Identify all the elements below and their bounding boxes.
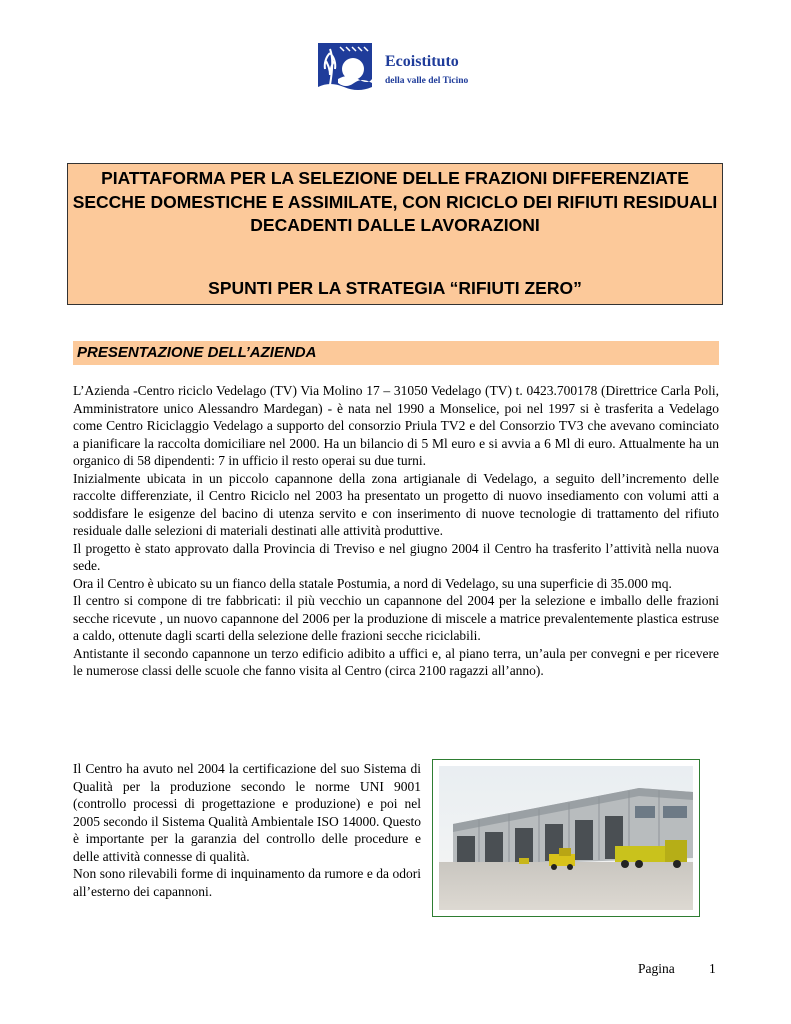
section-heading-bar: [73, 341, 719, 365]
paragraph: L’Azienda -Centro riciclo Vedelago (TV) Via Molino 17 – 31050 Vedelago (TV) t. 0423.700178 (Direttrice Carla Poli, Amministratore unico Alessandro Mardegan) - è nata nel 1990 a Monselice, poi nel 1997 si è trasferita a Vedelago come Centro Riciclaggio Vedelago a supporto del consorzio Priula TV2 e del Consorzio TV3 che avevano cominciato a pianificare la raccolta domiciliare nel 2000. Ha un bilancio di 5 Ml euro e si avvia a 6 Ml di euro. Attualmente ha un organico di 58 dipendenti: 7 in ufficio il resto operai su due turni.: [73, 383, 719, 468]
ecoistituto-logo-icon: [318, 43, 372, 91]
page-number: 1: [709, 961, 716, 976]
document-title: PIATTAFORMA PER LA SELEZIONE DELLE FRAZIONI DIFFERENZIATE SECCHE DOMESTICHE E ASSIMILATE, CON RICICLO DEI RIFIUTI RESIDUALI DECADENTI DALLE LAVORAZIONI: [72, 168, 718, 235]
ecoistituto-logo: [318, 43, 498, 91]
paragraph: Inizialmente ubicata in un piccolo capannone della zona artigianale di Vedelago, a seguito dell’incremento delle raccolte differenziate, il Centro Riciclo nel 2003 ha presentato un progetto di nuovo insediamento con volumi atti a soddisfare le esigenze del bacino di utenza servito e con inserimento di nuove tecnologie di trattamento del rifiuto residuale dalle selezioni di materiali destinati alle attività produttive.: [73, 470, 719, 538]
paragraph: Il progetto è stato approvato dalla Provincia di Treviso e nel giugno 2004 il Centro ha trasferito l’attività nella nuova sede.: [73, 540, 719, 573]
title-box: [67, 163, 723, 305]
paragraph: Il Centro ha avuto nel 2004 la certificazione del suo Sistema di Qualità per la produzione secondo le norme UNI 9001 (controllo processi di progettazione e produzione) e poi nel 2005 secondo il Sistema Qualità Ambientale ISO 14000. Questo è importante per la garanzia del controllo delle procedure e delle attività connesse di qualità.: [73, 761, 421, 864]
paragraph: Non sono rilevabili forme di inquinamento da rumore e da odori all’esterno dei capannoni.: [73, 866, 421, 899]
section-heading: PRESENTAZIONE DELL’AZIENDA: [77, 344, 317, 361]
paragraph: Ora il Centro è ubicato su un fianco della statale Postumia, a nord di Vedelago, su una superficie di 35.000 mq.: [73, 575, 672, 591]
page-label: Pagina: [638, 961, 675, 976]
body-text: [73, 382, 719, 680]
paragraph: Antistante il secondo capannone un terzo edificio adibito a uffici e, al piano terra, un’aula per convegni e per ricevere le numerose classi delle scuole che fanno visita al Centro (circa 2100 ragazzi all’anno).: [73, 645, 719, 678]
logo-name: Ecoistituto: [385, 53, 459, 70]
paragraph: Il centro si compone di tre fabbricati: il più vecchio un capannone del 2004 per la selezione e imballo delle frazioni secche ricevute , un nuovo capannone del 2006 per la produzione di miscele a matrice prevalentemente plastica estruse a caldo, ottenute dagli scarti della selezione delle frazioni secche riciclabili.: [73, 593, 719, 643]
warehouse-photo-image: [439, 766, 693, 910]
document-subtitle: SPUNTI PER LA STRATEGIA “RIFIUTI ZERO”: [208, 278, 582, 298]
facility-photo: [432, 759, 700, 917]
logo-subtitle: della valle del Ticino: [385, 76, 469, 86]
lower-body-text: [73, 760, 421, 900]
